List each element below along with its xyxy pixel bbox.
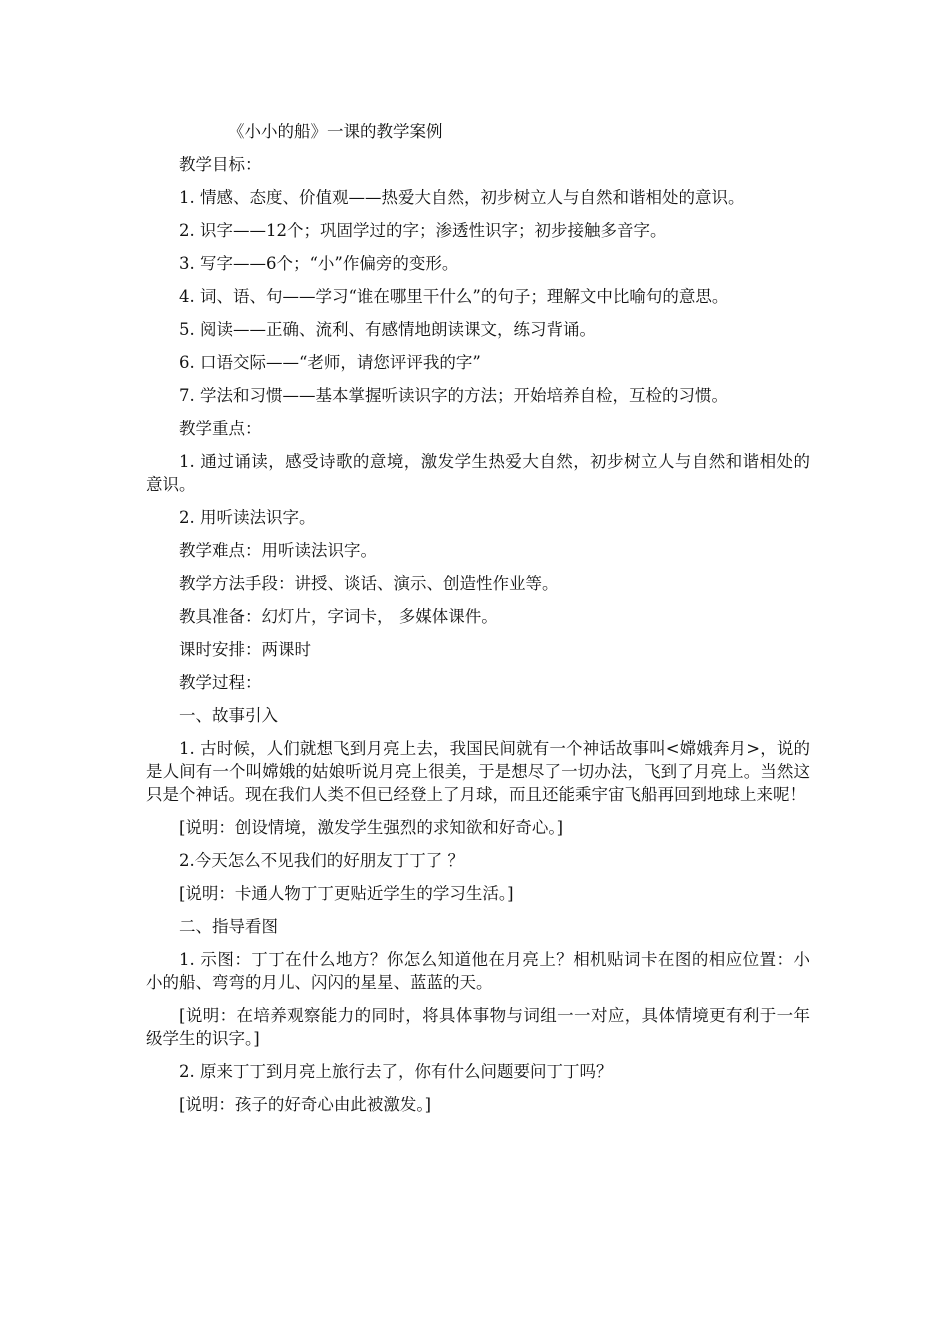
objective-2: 2. 识字——12个；巩固学过的字；渗透性识字；初步接触多音字。 (179, 221, 667, 240)
section-2-note-1: [说明：在培养观察能力的同时，将具体事物与词组一一对应，具体情境更有利于一年级学生的识字。] (146, 1006, 810, 1048)
objective-5: 5. 阅读——正确、流利、有感情地朗读课文，练习背诵。 (179, 320, 596, 339)
objective-4: 4. 词、语、句——学习“谁在哪里干什么”的句子；理解文中比喻句的意思。 (179, 287, 729, 306)
document-body (146, 120, 810, 1126)
document-title: 《小小的船》一课的教学案例 (228, 122, 443, 141)
objective-7: 7. 学法和习惯——基本掌握听读识字的方法；开始培养自检，互检的习惯。 (179, 386, 728, 405)
section-2-item-1: 1. 示图：丁丁在什么地方？你怎么知道他在月亮上？相机贴词卡在图的相应位置：小小的船、弯弯的月儿、闪闪的星星、蓝蓝的天。 (146, 950, 810, 992)
section-1-item-1: 1. 古时候，人们就想飞到月亮上去，我国民间就有一个神话故事叫<嫦娥奔月>，说的是人间有一个叫嫦娥的姑娘听说月亮上很美，于是想尽了一切办法，飞到了月亮上。当然这只是个神话。现在我们人类不但已经登上了月球，而且还能乘宇宙飞船再回到地球上来呢！ (146, 739, 810, 804)
section-2-note-2: [说明：孩子的好奇心由此被激发。] (179, 1095, 432, 1114)
objective-6: 6. 口语交际——“老师，请您评评我的字” (179, 353, 481, 372)
heading-process: 教学过程： (179, 673, 262, 692)
section-2-item-2: 2. 原来丁丁到月亮上旅行去了，你有什么问题要问丁丁吗？ (179, 1062, 613, 1081)
schedule: 课时安排：两课时 (179, 640, 311, 659)
key-point-2: 2. 用听读法识字。 (179, 508, 316, 527)
section-1-note-1: [说明：创设情境，激发学生强烈的求知欲和好奇心。] (179, 818, 564, 837)
section-1-note-2: [说明：卡通人物丁丁更贴近学生的学习生活。] (179, 884, 514, 903)
heading-key-points: 教学重点： (179, 419, 262, 438)
objective-1: 1. 情感、态度、价值观——热爱大自然，初步树立人与自然和谐相处的意识。 (179, 188, 745, 207)
heading-objectives: 教学目标： (179, 155, 262, 174)
objective-3: 3. 写字——6个；“小”作偏旁的变形。 (179, 254, 459, 273)
difficulty: 教学难点：用听读法识字。 (179, 541, 377, 560)
section-1-heading: 一、故事引入 (179, 706, 278, 725)
section-2-heading: 二、指导看图 (179, 917, 278, 936)
teaching-methods: 教学方法手段：讲授、谈话、演示、创造性作业等。 (179, 574, 559, 593)
teaching-aids: 教具准备：幻灯片，字词卡， 多媒体课件。 (179, 607, 498, 626)
key-point-1: 1. 通过诵读，感受诗歌的意境，激发学生热爱大自然，初步树立人与自然和谐相处的意识。 (146, 452, 810, 494)
section-1-item-2: 2.今天怎么不见我们的好朋友丁丁了 ？ (179, 851, 464, 870)
